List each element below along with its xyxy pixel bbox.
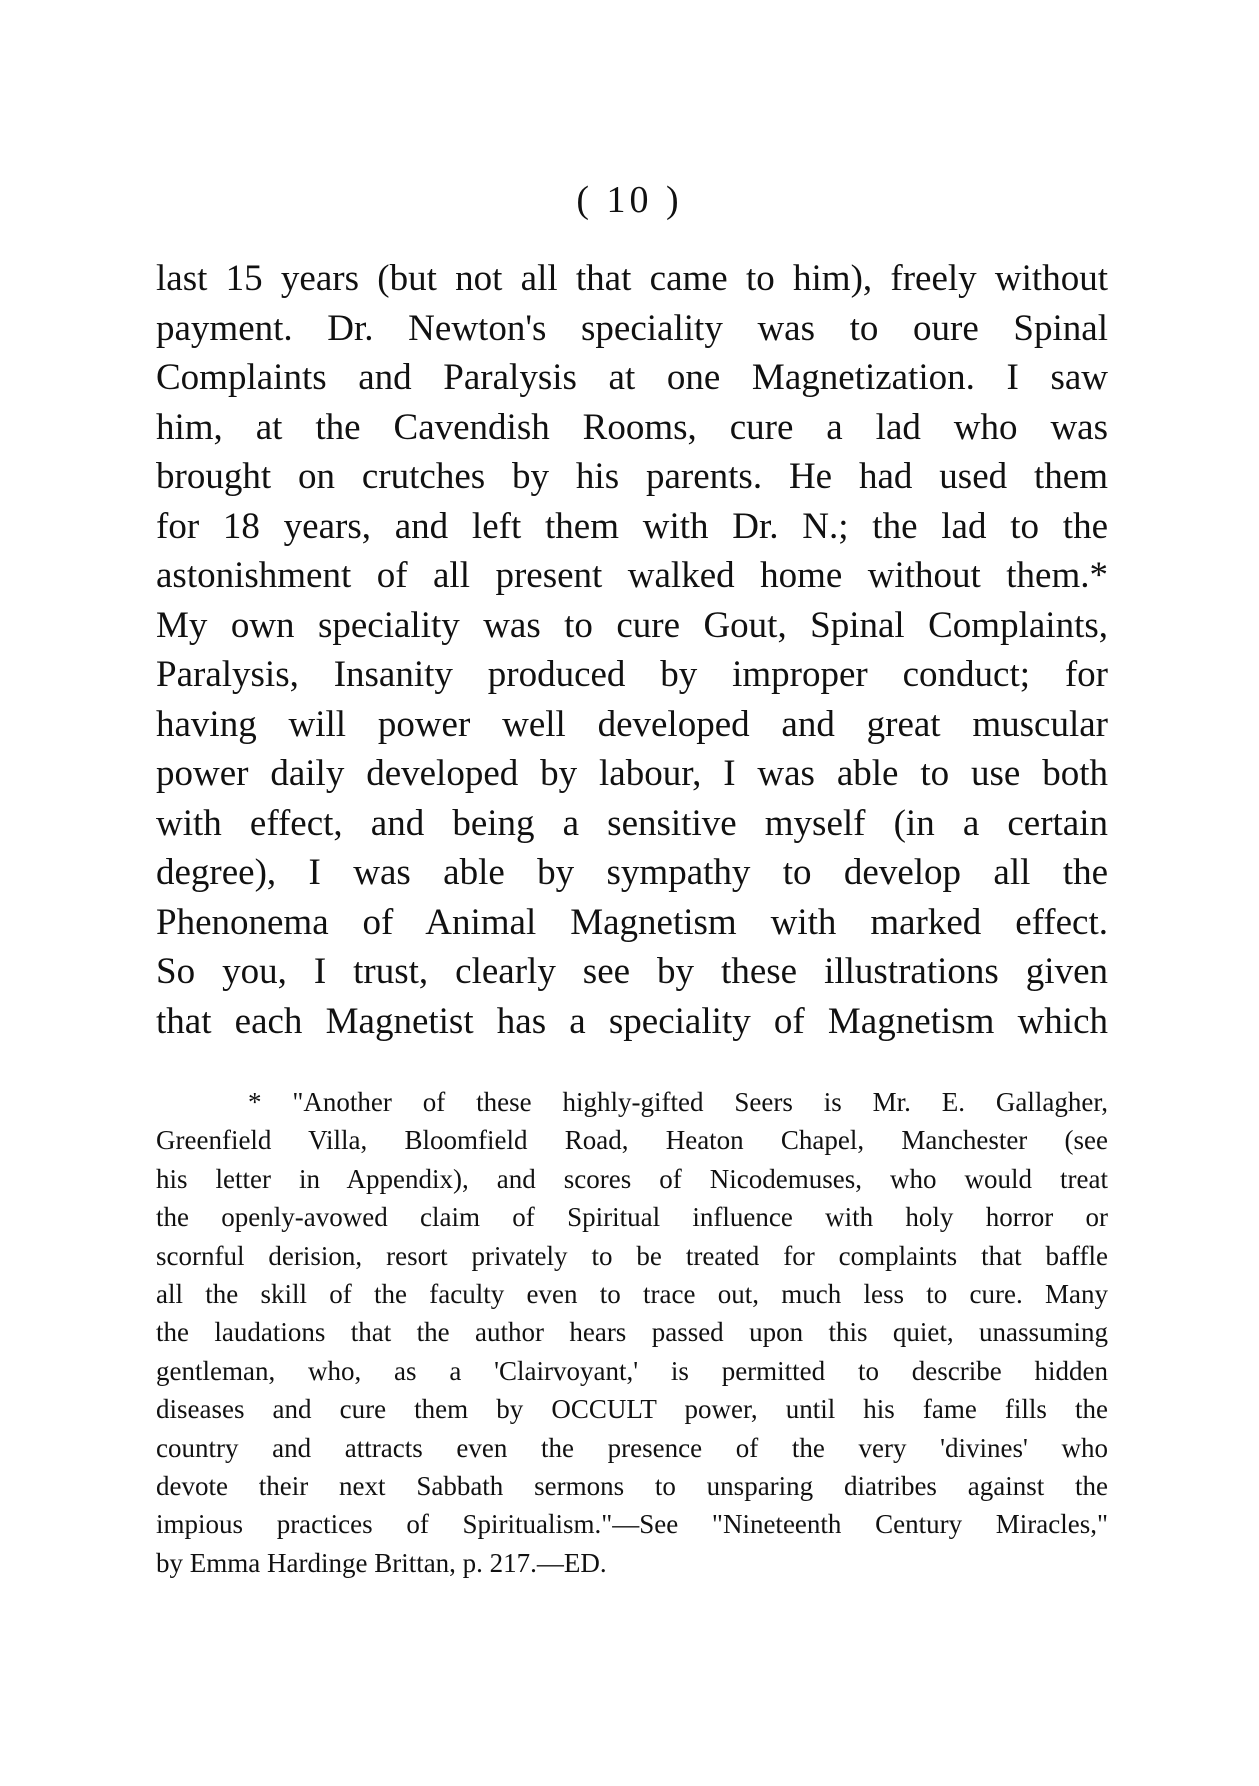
footnote-line: country and attracts even the presence of the very 'divines' who [156,1432,1108,1463]
footnote-line: impious practices of Spiritualism."—See "Nineteenth Century Miracles," [156,1509,1108,1540]
body-line: My own speciality was to cure Gout, Spinal Complaints, [156,604,1108,646]
page-number: ( 10 ) [576,179,683,221]
body-line: brought on crutches by his parents. He had used them [156,456,1108,497]
footnote-line: all the skill of the faculty even to trace out, much less to cure. Many [156,1278,1108,1309]
body-line: Phenonema of Animal Magnetism with marked effect. [156,901,1108,943]
body-line: him, at the Cavendish Rooms, cure a lad who was [156,406,1108,448]
footnote-line: Greenfield Villa, Bloomfield Road, Heaton Chapel, Manchester (see [156,1125,1108,1156]
footnote-line: * "Another of these highly-gifted Seers is Mr. E. Gallagher, [248,1087,1108,1117]
body-line: payment. Dr. Newton's speciality was to oure Spinal [156,307,1108,349]
footnote-line: diseases and cure them by OCCULT power, until his fame fills the [156,1394,1108,1425]
body-line: with effect, and being a sensitive myself (in a certain [156,802,1108,844]
body-line: last 15 years (but not all that came to him), freely without [156,258,1108,299]
footnote-line: scornful derision, resort privately to be treated for complaints that baffle [156,1240,1108,1271]
footnote-line: the laudations that the author hears passed upon this quiet, unassuming [156,1317,1108,1348]
body-line: astonishment of all present walked home without them.* [156,555,1108,596]
footnote-line: devote their next Sabbath sermons to unsparing diatribes against the [156,1470,1108,1501]
footnote-line: gentleman, who, as a 'Clairvoyant,' is permitted to describe hidden [156,1355,1108,1386]
body-line: power daily developed by labour, I was able to use both [156,753,1108,794]
body-line: having will power well developed and great muscular [156,703,1108,745]
body-line: degree), I was able by sympathy to develop all the [156,852,1108,893]
footnote-line: his letter in Appendix), and scores of Nicodemuses, who would treat [156,1163,1108,1194]
body-line: Complaints and Paralysis at one Magnetization. I saw [156,357,1108,398]
body-line: Paralysis, Insanity produced by improper conduct; for [156,654,1108,695]
footnote-line: by Emma Hardinge Brittan, p. 217.—ED. [156,1547,607,1578]
body-text [156,254,1108,1046]
footnote-line: the openly-avowed claim of Spiritual influence with holy horror or [156,1202,1108,1233]
footnote [156,1083,1108,1582]
body-line: for 18 years, and left them with Dr. N.; the lad to the [156,505,1108,547]
body-line: So you, I trust, clearly see by these illustrations given [156,951,1108,992]
body-line: that each Magnetist has a speciality of Magnetism which [156,1000,1108,1042]
